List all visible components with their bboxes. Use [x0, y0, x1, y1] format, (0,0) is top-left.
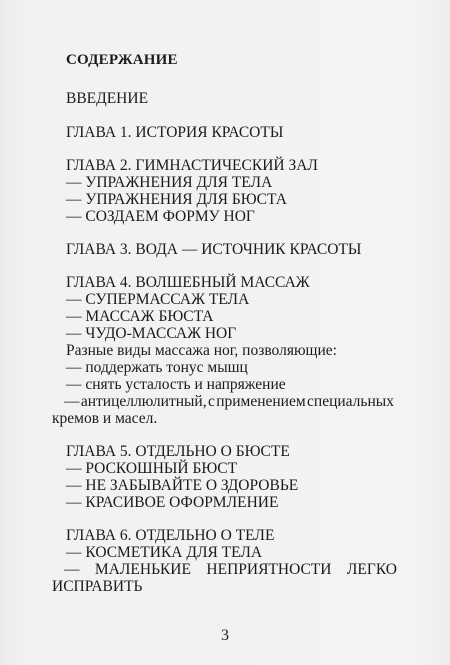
chapter-4-subitem: — поддержать тонус мышц [66, 359, 248, 376]
word: НЕПРИЯТНОСТИ [206, 561, 332, 578]
chapter-3-title: ГЛАВА 3. ВОДА — ИСТОЧНИК КРАСОТЫ [66, 241, 362, 258]
chapter-1-title: ГЛАВА 1. ИСТОРИЯ КРАСОТЫ [66, 124, 284, 141]
chapter-4-note: Разные виды массажа ног, позволяющие: [66, 342, 337, 359]
word: ЛЕГКО [346, 561, 397, 578]
chapter-2-title: ГЛАВА 2. ГИМНАСТИЧЕСКИЙ ЗАЛ [66, 157, 318, 174]
chapter-4-item: — СУПЕРМАССАЖ ТЕЛА [66, 291, 250, 308]
word: антицеллюлитный, [80, 393, 207, 410]
chapter-6-title: ГЛАВА 6. ОТДЕЛЬНО О ТЕЛЕ [66, 527, 275, 544]
word: — [64, 393, 80, 410]
chapter-5-item: — КРАСИВОЕ ОФОРМЛЕНИЕ [66, 494, 279, 511]
chapter-4-continuation: кремов и масел. [52, 410, 158, 427]
chapter-5-item: — РОСКОШНЫЙ БЮСТ [66, 460, 238, 477]
word: — [64, 561, 80, 578]
chapter-4-item: — МАССАЖ БЮСТА [66, 308, 214, 325]
chapter-4-item: — ЧУДО-МАССАЖ НОГ [66, 325, 237, 342]
chapter-2-item: — СОЗДАЕМ ФОРМУ НОГ [66, 208, 255, 225]
word: с [207, 393, 215, 410]
chapter-4-justified-line [64, 393, 394, 410]
page-number: 3 [221, 627, 229, 644]
chapter-6-item: — КОСМЕТИКА ДЛЯ ТЕЛА [66, 544, 263, 561]
chapter-6-continuation: ИСПРАВИТЬ [52, 578, 143, 595]
toc-heading: СОДЕРЖАНИЕ [66, 52, 178, 68]
word: специальных [307, 393, 394, 410]
toc-intro: ВВЕДЕНИЕ [66, 90, 149, 107]
chapter-5-title: ГЛАВА 5. ОТДЕЛЬНО О БЮСТЕ [66, 443, 290, 460]
chapter-2-item: — УПРАЖНЕНИЯ ДЛЯ ТЕЛА [66, 174, 273, 191]
word: применением [216, 393, 306, 410]
chapter-4-title: ГЛАВА 4. ВОЛШЕБНЫЙ МАССАЖ [66, 274, 310, 291]
word: МАЛЕНЬКИЕ [94, 561, 191, 578]
chapter-2-item: — УПРАЖНЕНИЯ ДЛЯ БЮСТА [66, 191, 287, 208]
chapter-5-item: — НЕ ЗАБЫВАЙТЕ О ЗДОРОВЬЕ [66, 477, 299, 494]
chapter-4-subitem: — снять усталость и напряжение [66, 376, 286, 393]
chapter-6-justified-line [64, 561, 397, 578]
